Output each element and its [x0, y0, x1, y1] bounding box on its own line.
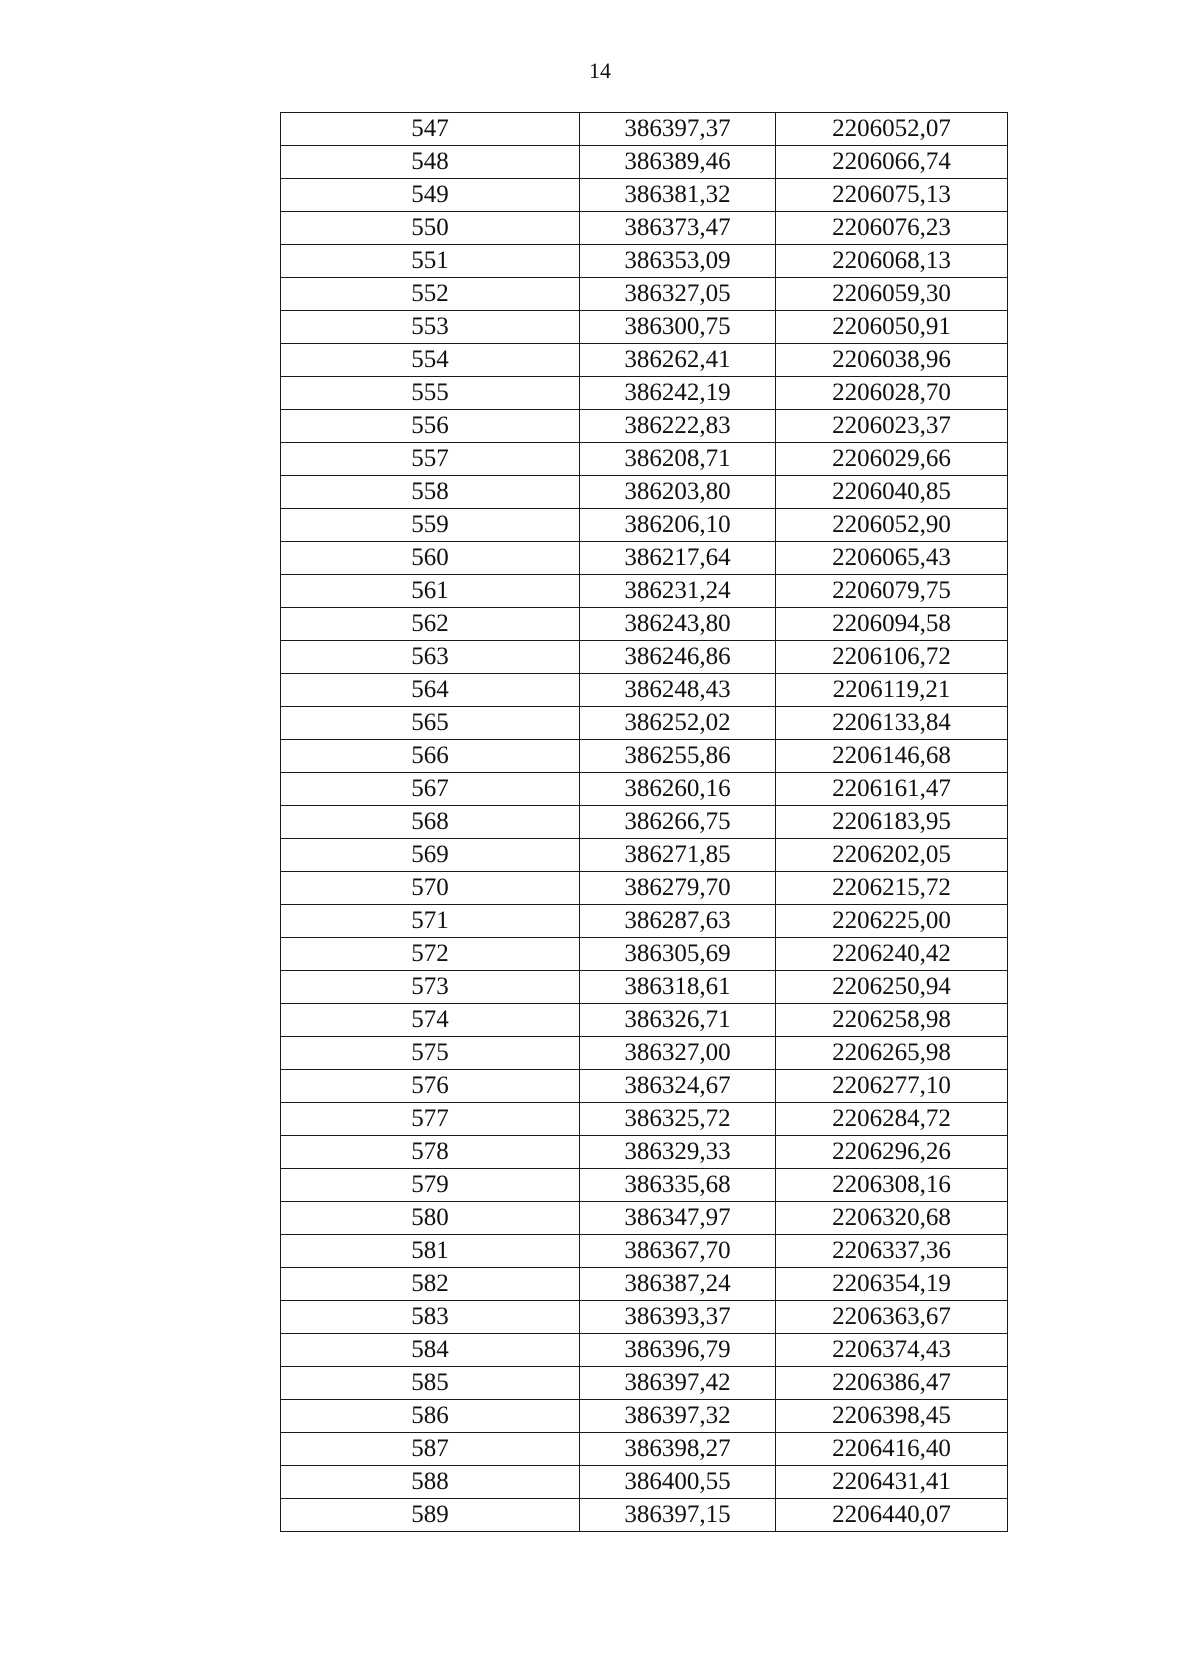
point-number-cell: 582 [281, 1268, 580, 1301]
y-coordinate-cell: 2206398,45 [776, 1400, 1008, 1433]
table-row [281, 1499, 1008, 1532]
x-coordinate-cell: 386389,46 [580, 146, 776, 179]
table-row [281, 806, 1008, 839]
table-row [281, 971, 1008, 1004]
y-coordinate-cell: 2206076,23 [776, 212, 1008, 245]
table-row [281, 674, 1008, 707]
point-number-cell: 565 [281, 707, 580, 740]
y-coordinate-cell: 2206050,91 [776, 311, 1008, 344]
y-coordinate-cell: 2206431,41 [776, 1466, 1008, 1499]
point-number-cell: 551 [281, 245, 580, 278]
x-coordinate-cell: 386329,33 [580, 1136, 776, 1169]
x-coordinate-cell: 386327,05 [580, 278, 776, 311]
table-row [281, 410, 1008, 443]
y-coordinate-cell: 2206296,26 [776, 1136, 1008, 1169]
table-row [281, 575, 1008, 608]
y-coordinate-cell: 2206374,43 [776, 1334, 1008, 1367]
x-coordinate-cell: 386367,70 [580, 1235, 776, 1268]
point-number-cell: 561 [281, 575, 580, 608]
coordinates-table-body [281, 113, 1008, 1532]
table-row [281, 1070, 1008, 1103]
point-number-cell: 556 [281, 410, 580, 443]
table-row [281, 443, 1008, 476]
y-coordinate-cell: 2206225,00 [776, 905, 1008, 938]
y-coordinate-cell: 2206386,47 [776, 1367, 1008, 1400]
point-number-cell: 588 [281, 1466, 580, 1499]
x-coordinate-cell: 386252,02 [580, 707, 776, 740]
table-row [281, 179, 1008, 212]
y-coordinate-cell: 2206146,68 [776, 740, 1008, 773]
x-coordinate-cell: 386327,00 [580, 1037, 776, 1070]
point-number-cell: 586 [281, 1400, 580, 1433]
point-number-cell: 572 [281, 938, 580, 971]
x-coordinate-cell: 386305,69 [580, 938, 776, 971]
table-row [281, 146, 1008, 179]
y-coordinate-cell: 2206028,70 [776, 377, 1008, 410]
point-number-cell: 563 [281, 641, 580, 674]
x-coordinate-cell: 386397,37 [580, 113, 776, 146]
y-coordinate-cell: 2206258,98 [776, 1004, 1008, 1037]
point-number-cell: 570 [281, 872, 580, 905]
table-row [281, 707, 1008, 740]
y-coordinate-cell: 2206065,43 [776, 542, 1008, 575]
point-number-cell: 562 [281, 608, 580, 641]
table-row [281, 1367, 1008, 1400]
y-coordinate-cell: 2206284,72 [776, 1103, 1008, 1136]
point-number-cell: 585 [281, 1367, 580, 1400]
y-coordinate-cell: 2206023,37 [776, 410, 1008, 443]
point-number-cell: 576 [281, 1070, 580, 1103]
x-coordinate-cell: 386203,80 [580, 476, 776, 509]
x-coordinate-cell: 386222,83 [580, 410, 776, 443]
point-number-cell: 564 [281, 674, 580, 707]
table-row [281, 509, 1008, 542]
x-coordinate-cell: 386335,68 [580, 1169, 776, 1202]
x-coordinate-cell: 386353,09 [580, 245, 776, 278]
y-coordinate-cell: 2206106,72 [776, 641, 1008, 674]
point-number-cell: 567 [281, 773, 580, 806]
point-number-cell: 587 [281, 1433, 580, 1466]
x-coordinate-cell: 386246,86 [580, 641, 776, 674]
point-number-cell: 557 [281, 443, 580, 476]
y-coordinate-cell: 2206119,21 [776, 674, 1008, 707]
point-number-cell: 566 [281, 740, 580, 773]
y-coordinate-cell: 2206094,58 [776, 608, 1008, 641]
point-number-cell: 579 [281, 1169, 580, 1202]
coordinates-table [280, 112, 1008, 1532]
x-coordinate-cell: 386248,43 [580, 674, 776, 707]
x-coordinate-cell: 386243,80 [580, 608, 776, 641]
x-coordinate-cell: 386287,63 [580, 905, 776, 938]
table-row [281, 938, 1008, 971]
table-row [281, 212, 1008, 245]
table-row [281, 905, 1008, 938]
table-row [281, 1169, 1008, 1202]
table-row [281, 608, 1008, 641]
table-row [281, 476, 1008, 509]
x-coordinate-cell: 386300,75 [580, 311, 776, 344]
x-coordinate-cell: 386262,41 [580, 344, 776, 377]
x-coordinate-cell: 386206,10 [580, 509, 776, 542]
y-coordinate-cell: 2206029,66 [776, 443, 1008, 476]
x-coordinate-cell: 386279,70 [580, 872, 776, 905]
point-number-cell: 547 [281, 113, 580, 146]
point-number-cell: 549 [281, 179, 580, 212]
y-coordinate-cell: 2206320,68 [776, 1202, 1008, 1235]
y-coordinate-cell: 2206337,36 [776, 1235, 1008, 1268]
x-coordinate-cell: 386326,71 [580, 1004, 776, 1037]
table-row [281, 311, 1008, 344]
point-number-cell: 569 [281, 839, 580, 872]
y-coordinate-cell: 2206277,10 [776, 1070, 1008, 1103]
y-coordinate-cell: 2206202,05 [776, 839, 1008, 872]
point-number-cell: 581 [281, 1235, 580, 1268]
y-coordinate-cell: 2206038,96 [776, 344, 1008, 377]
y-coordinate-cell: 2206052,07 [776, 113, 1008, 146]
y-coordinate-cell: 2206079,75 [776, 575, 1008, 608]
x-coordinate-cell: 386397,32 [580, 1400, 776, 1433]
point-number-cell: 574 [281, 1004, 580, 1037]
table-row [281, 839, 1008, 872]
point-number-cell: 554 [281, 344, 580, 377]
point-number-cell: 553 [281, 311, 580, 344]
y-coordinate-cell: 2206059,30 [776, 278, 1008, 311]
point-number-cell: 580 [281, 1202, 580, 1235]
point-number-cell: 577 [281, 1103, 580, 1136]
y-coordinate-cell: 2206068,13 [776, 245, 1008, 278]
table-row [281, 1334, 1008, 1367]
x-coordinate-cell: 386325,72 [580, 1103, 776, 1136]
y-coordinate-cell: 2206416,40 [776, 1433, 1008, 1466]
x-coordinate-cell: 386387,24 [580, 1268, 776, 1301]
x-coordinate-cell: 386318,61 [580, 971, 776, 1004]
x-coordinate-cell: 386396,79 [580, 1334, 776, 1367]
table-row [281, 245, 1008, 278]
point-number-cell: 552 [281, 278, 580, 311]
y-coordinate-cell: 2206052,90 [776, 509, 1008, 542]
table-row [281, 278, 1008, 311]
x-coordinate-cell: 386242,19 [580, 377, 776, 410]
y-coordinate-cell: 2206066,74 [776, 146, 1008, 179]
table-row [281, 1037, 1008, 1070]
table-row [281, 1433, 1008, 1466]
y-coordinate-cell: 2206440,07 [776, 1499, 1008, 1532]
y-coordinate-cell: 2206308,16 [776, 1169, 1008, 1202]
point-number-cell: 559 [281, 509, 580, 542]
y-coordinate-cell: 2206133,84 [776, 707, 1008, 740]
table-row [281, 773, 1008, 806]
point-number-cell: 550 [281, 212, 580, 245]
table-row [281, 1202, 1008, 1235]
table-row [281, 1235, 1008, 1268]
point-number-cell: 589 [281, 1499, 580, 1532]
table-row [281, 113, 1008, 146]
table-row [281, 1301, 1008, 1334]
x-coordinate-cell: 386397,15 [580, 1499, 776, 1532]
y-coordinate-cell: 2206161,47 [776, 773, 1008, 806]
y-coordinate-cell: 2206363,67 [776, 1301, 1008, 1334]
x-coordinate-cell: 386231,24 [580, 575, 776, 608]
table-row [281, 872, 1008, 905]
point-number-cell: 571 [281, 905, 580, 938]
table-row [281, 1268, 1008, 1301]
table-row [281, 377, 1008, 410]
table-row [281, 542, 1008, 575]
x-coordinate-cell: 386347,97 [580, 1202, 776, 1235]
y-coordinate-cell: 2206075,13 [776, 179, 1008, 212]
x-coordinate-cell: 386271,85 [580, 839, 776, 872]
point-number-cell: 584 [281, 1334, 580, 1367]
table-row [281, 740, 1008, 773]
point-number-cell: 578 [281, 1136, 580, 1169]
y-coordinate-cell: 2206265,98 [776, 1037, 1008, 1070]
table-row [281, 1103, 1008, 1136]
point-number-cell: 558 [281, 476, 580, 509]
x-coordinate-cell: 386260,16 [580, 773, 776, 806]
point-number-cell: 548 [281, 146, 580, 179]
table-row [281, 1466, 1008, 1499]
x-coordinate-cell: 386266,75 [580, 806, 776, 839]
point-number-cell: 560 [281, 542, 580, 575]
page-number: 14 [589, 58, 611, 83]
table-row [281, 641, 1008, 674]
x-coordinate-cell: 386324,67 [580, 1070, 776, 1103]
table-row [281, 344, 1008, 377]
x-coordinate-cell: 386208,71 [580, 443, 776, 476]
x-coordinate-cell: 386398,27 [580, 1433, 776, 1466]
table-row [281, 1400, 1008, 1433]
point-number-cell: 583 [281, 1301, 580, 1334]
point-number-cell: 555 [281, 377, 580, 410]
x-coordinate-cell: 386373,47 [580, 212, 776, 245]
x-coordinate-cell: 386217,64 [580, 542, 776, 575]
x-coordinate-cell: 386381,32 [580, 179, 776, 212]
point-number-cell: 575 [281, 1037, 580, 1070]
table-row [281, 1004, 1008, 1037]
x-coordinate-cell: 386400,55 [580, 1466, 776, 1499]
point-number-cell: 573 [281, 971, 580, 1004]
y-coordinate-cell: 2206040,85 [776, 476, 1008, 509]
point-number-cell: 568 [281, 806, 580, 839]
y-coordinate-cell: 2206240,42 [776, 938, 1008, 971]
y-coordinate-cell: 2206183,95 [776, 806, 1008, 839]
x-coordinate-cell: 386255,86 [580, 740, 776, 773]
y-coordinate-cell: 2206215,72 [776, 872, 1008, 905]
table-row [281, 1136, 1008, 1169]
x-coordinate-cell: 386397,42 [580, 1367, 776, 1400]
y-coordinate-cell: 2206250,94 [776, 971, 1008, 1004]
x-coordinate-cell: 386393,37 [580, 1301, 776, 1334]
y-coordinate-cell: 2206354,19 [776, 1268, 1008, 1301]
